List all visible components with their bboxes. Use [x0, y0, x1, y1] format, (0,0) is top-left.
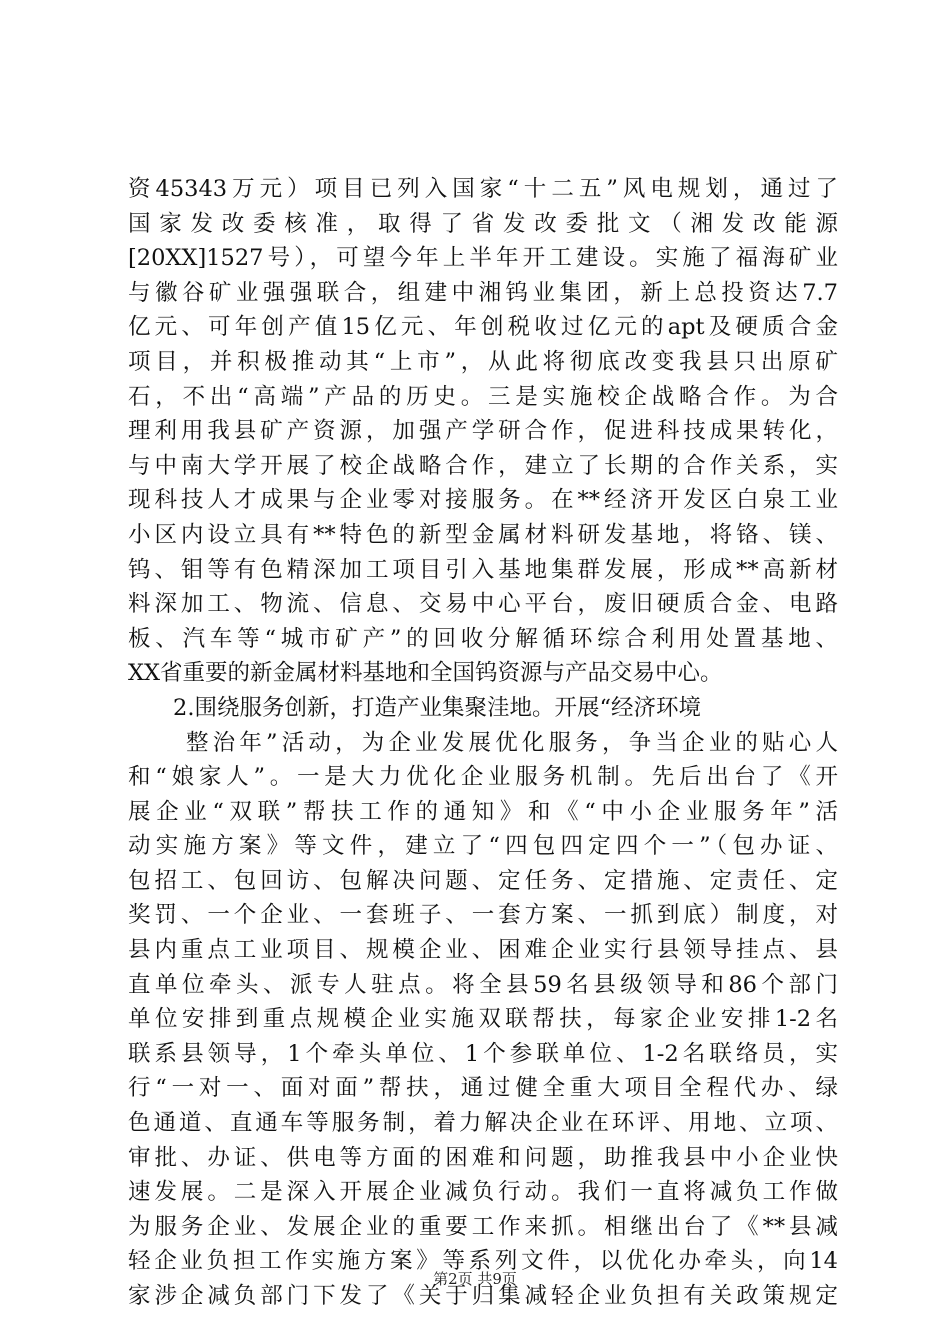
- text-line: [20XX]1527号），可望今年上半年开工建设。实施了福海矿业: [128, 245, 838, 272]
- text-line: 速发展。二是深入开展企业减负行动。我们一直将减负工作做: [128, 1179, 838, 1206]
- text-line: 与中南大学开展了校企战略合作，建立了长期的合作关系，实: [128, 452, 838, 479]
- text-line: 包招工、包回访、包解决问题、定任务、定措施、定责任、定: [128, 867, 838, 894]
- text-line: 与徽谷矿业强强联合，组建中湘钨业集团，新上总投资达7.7: [128, 279, 838, 306]
- text-line: 色通道、直通车等服务制，着力解决企业在环评、用地、立项、: [128, 1110, 838, 1137]
- text-line: 奖罚、一个企业、一套班子、一套方案、一抓到底）制度，对: [128, 902, 838, 929]
- text-line: 料深加工、物流、信息、交易中心平台，废旧硬质合金、电路: [128, 591, 838, 618]
- text-line: 直单位牵头、派专人驻点。将全县59名县级领导和86个部门: [128, 971, 838, 998]
- text-line: 整治年”活动，为企业发展优化服务，争当企业的贴心人: [186, 729, 838, 756]
- text-line: 现科技人才成果与企业零对接服务。在**经济开发区白泉工业: [128, 487, 838, 514]
- text-line: 资45343万元）项目已列入国家“十二五”风电规划，通过了: [128, 176, 838, 202]
- text-line: 动实施方案》等文件，建立了“四包四定四个一”（包办证、: [128, 833, 838, 860]
- text-line: 理利用我县矿产资源，加强产学研合作，促进科技成果转化，: [128, 418, 838, 445]
- text-line: 县内重点工业项目、规模企业、困难企业实行县领导挂点、县: [128, 937, 838, 964]
- text-line: 联系县领导，1个牵头单位、1个参联单位、1-2名联络员，实: [128, 1040, 838, 1067]
- text-line: 小区内设立具有**特色的新型金属材料研发基地，将铬、镁、: [128, 521, 838, 548]
- text-line: 行“一对一、面对面”帮扶，通过健全重大项目全程代办、绿: [128, 1075, 838, 1102]
- page-footer: 第2页 共9页: [433, 1270, 517, 1288]
- text-line: 审批、办证、供电等方面的困难和问题，助推我县中小企业快: [128, 1144, 838, 1171]
- text-line: 亿元、可年创产值15亿元、年创税收过亿元的apt及硬质合金: [128, 314, 838, 341]
- text-line: 展企业“双联”帮扶工作的通知》和《“中小企业服务年”活: [128, 798, 838, 825]
- text-line: 钨、钼等有色精深加工项目引入基地集群发展，形成**高新材: [128, 556, 838, 583]
- text-line: 和“娘家人”。一是大力优化企业服务机制。先后出台了《开: [128, 764, 838, 791]
- text-line: 项目，并积极推动其“上市”，从此将彻底改变我县只出原矿: [128, 348, 838, 375]
- text-line: 板、汽车等“城市矿产”的回收分解循环综合利用处置基地、: [128, 625, 838, 652]
- text-line: 国家发改委核准，取得了省发改委批文（湘发改能源: [128, 210, 838, 237]
- text-line: 单位安排到重点规模企业实施双联帮扶，每家企业安排1-2名: [128, 1006, 838, 1033]
- section-heading-line: 2.围绕服务创新，打造产业集聚洼地。开展“经济环境: [173, 694, 701, 721]
- text-line: 家涉企减负部门下发了《关于归集减轻企业负担有关政策规定: [128, 1283, 838, 1309]
- text-line: 石，不出“高端”产品的历史。三是实施校企战略合作。为合: [128, 383, 838, 410]
- text-line: 为服务企业、发展企业的重要工作来抓。相继出台了《**县减: [128, 1213, 838, 1240]
- text-line: XX省重要的新金属材料基地和全国钨资源与产品交易中心。: [128, 660, 723, 687]
- document-body: [128, 172, 838, 1314]
- text-line: 轻企业负担工作实施方案》等系列文件，以优化办牵头，向14: [128, 1248, 838, 1275]
